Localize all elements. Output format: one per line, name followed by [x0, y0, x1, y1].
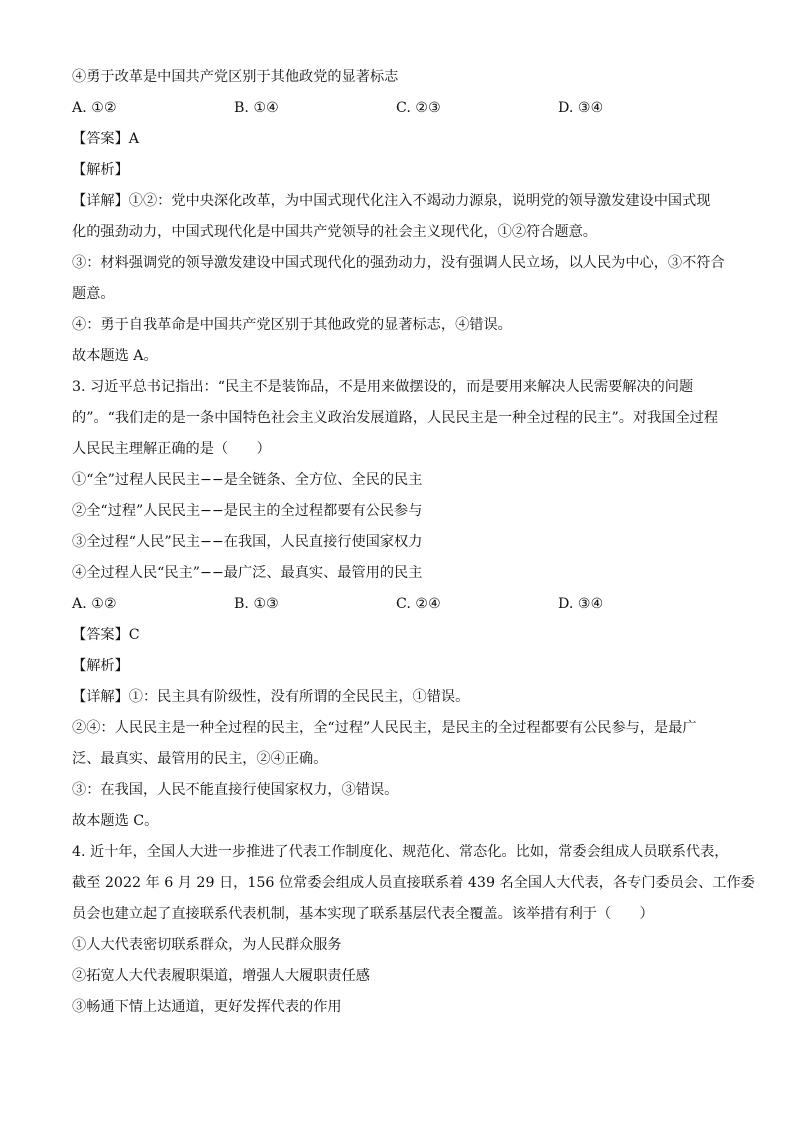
q3-statement-1: ①“全”过程人民民主−−是全链条、全方位、全民的民主	[72, 472, 423, 488]
q2-analysis-heading: 【解析】	[72, 162, 129, 178]
q2-detail-line: ④：勇于自我革命是中国共产党区别于其他政党的显著标志，④错误。	[72, 317, 512, 333]
q3-detail-line: ②④：人民民主是一种全过程的民主，全“过程”人民民主，是民主的全过程都要有公民参与，是最广	[72, 720, 697, 736]
q2-detail-line: 【详解】①②：党中央深化改革，为中国式现代化注入不竭动力源泉，说明党的领导激发建设中国式现	[72, 193, 711, 209]
q2-option-a: A. ①②	[72, 100, 117, 116]
q2-option-d: D. ③④	[558, 100, 604, 116]
q2-option-b: B. ①④	[234, 100, 279, 116]
q2-option-c: C. ②③	[396, 100, 441, 116]
document-page	[72, 62, 755, 1023]
q2-conclusion: 故本题选 A。	[72, 348, 158, 364]
q2-detail-line: 题意。	[72, 286, 115, 302]
q3-detail-line: 泛、最真实、最管用的民主，②④正确。	[72, 751, 328, 767]
q3-statement-2: ②全“过程”人民民主−−是民主的全过程都要有公民参与	[72, 503, 423, 519]
q2-detail-line: 化的强劲动力，中国式现代化是中国共产党领导的社会主义现代化，①②符合题意。	[72, 224, 597, 240]
q3-conclusion: 故本题选 C。	[72, 813, 159, 829]
q3-option-b: B. ①③	[234, 596, 279, 612]
q3-option-c: C. ②④	[396, 596, 441, 612]
q3-answer: 【答案】C	[72, 627, 140, 643]
q3-statement-4: ④全过程人民“民主”−−最广泛、最真实、最管用的民主	[72, 565, 423, 581]
statement-4: ④勇于改革是中国共产党区别于其他政党的显著标志	[72, 69, 399, 85]
q2-answer: 【答案】A	[72, 131, 139, 147]
q4-stem: 4. 近十年，全国人大进一步推进了代表工作制度化、规范化、常态化。比如，常委会组成人员联系代表，	[72, 844, 729, 860]
q4-stem: 员会也建立起了直接联系代表机制，基本实现了联系基层代表全覆盖。该举措有利于（ ）	[72, 906, 654, 922]
q3-stem: 人民民主理解正确的是（ ）	[72, 441, 271, 457]
q3-analysis-heading: 【解析】	[72, 658, 129, 674]
q2-detail-line: ③：材料强调党的领导激发建设中国式现代化的强劲动力，没有强调人民立场，以人民为中心，③不符合	[72, 255, 725, 271]
q3-option-a: A. ①②	[72, 596, 117, 612]
q3-detail-line: 【详解】①：民主具有阶级性，没有所谓的全民民主，①错误。	[72, 689, 470, 705]
q3-stem: 3. 习近平总书记指出：“民主不是装饰品，不是用来做摆设的，而是要用来解决人民需要解决的问题	[72, 379, 694, 395]
q4-statement-1: ①人大代表密切联系群众，为人民群众服务	[72, 937, 342, 953]
q2-options	[72, 93, 732, 124]
q4-statement-3: ③畅通下情上达通道，更好发挥代表的作用	[72, 999, 342, 1015]
q3-detail-line: ③：在我国，人民不能直接行使国家权力，③错误。	[72, 782, 399, 798]
q3-statement-3: ③全过程“人民”民主−−在我国，人民直接行使国家权力	[72, 534, 423, 550]
q4-statement-2: ②拓宽人大代表履职渠道，增强人大履职责任感	[72, 968, 370, 984]
q3-stem: 的”。“我们走的是一条中国特色社会主义政治发展道路，人民民主是一种全过程的民主”。对我国全过程	[72, 410, 719, 426]
q3-option-d: D. ③④	[558, 596, 604, 612]
q3-options	[72, 589, 732, 620]
q4-stem: 截至 2022 年 6 月 29 日，156 位常委会组成人员直接联系着 439 名全国人大代表，各专门委员会、工作委	[72, 875, 755, 891]
